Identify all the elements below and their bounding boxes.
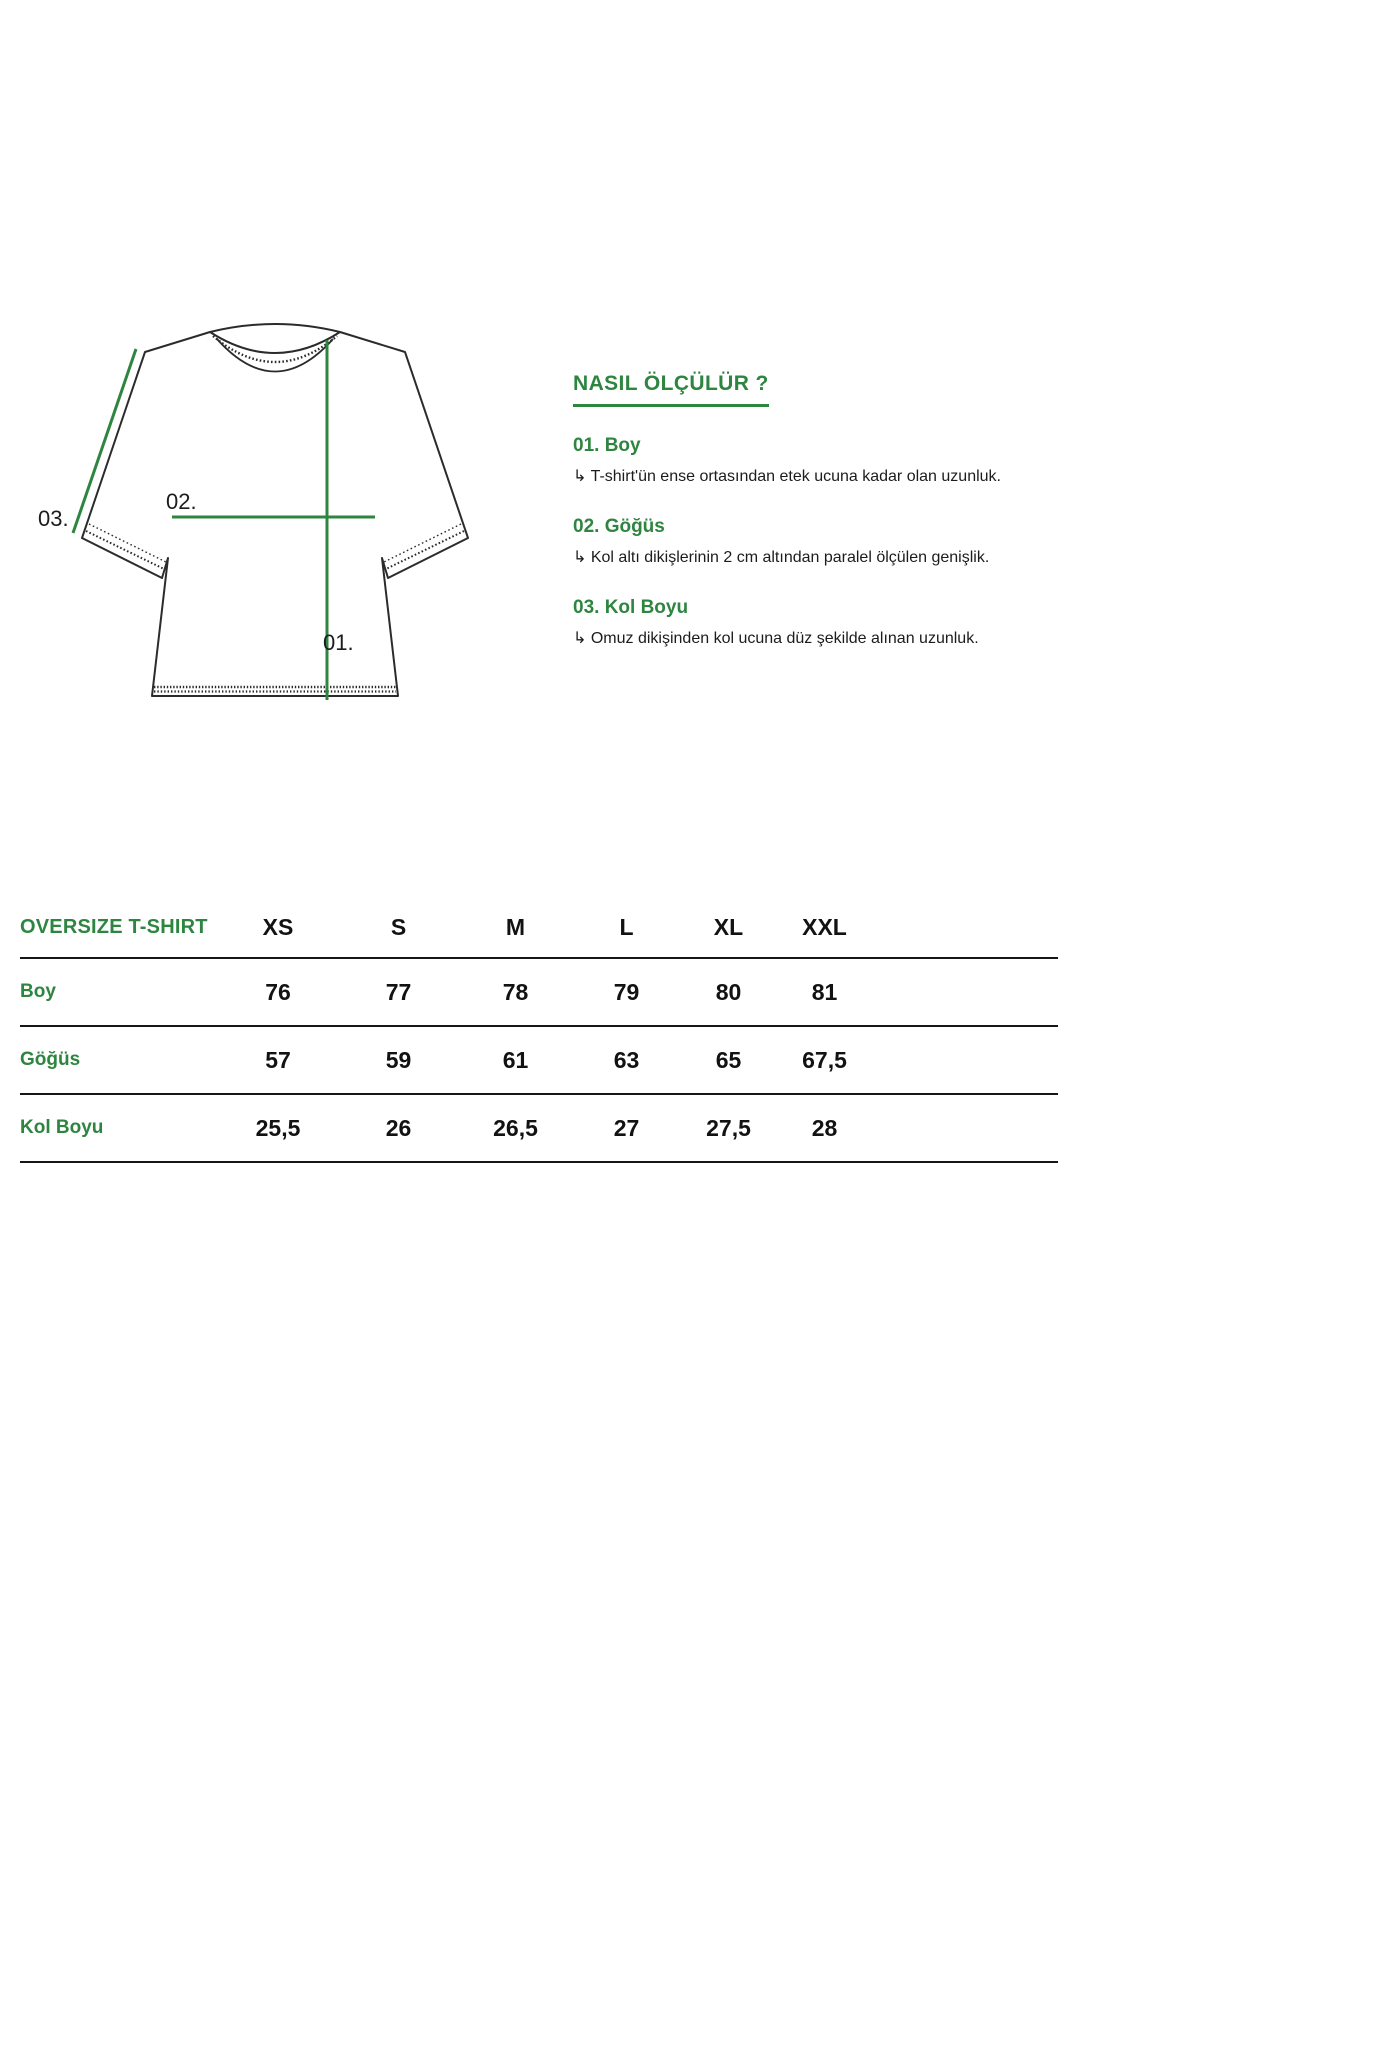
kol-boyu-xl: 27,5 [706,1114,751,1141]
table-row-gogus [20,1027,1058,1095]
tshirt-drawing-icon [50,300,520,730]
boy-l: 79 [613,978,640,1005]
measure-item-boy [573,435,1053,486]
table-row-boy [20,959,1058,1027]
size-header-s: S [390,913,407,940]
size-header-l: L [619,913,634,940]
row-label-gogus: Göğüs [20,1049,81,1070]
how-to-measure-title: NASIL ÖLÇÜLÜR ? [573,372,769,407]
kol-boyu-xxl: 28 [811,1114,838,1141]
size-header-xl: XL [713,913,744,940]
boy-xxl: 81 [811,978,838,1005]
table-row-kol-boyu [20,1095,1058,1163]
size-table-header-row [20,897,1058,959]
size-table [20,897,1058,1163]
boy-xl: 80 [715,978,742,1005]
product-name: OVERSIZE T-SHIRT [20,915,208,938]
boy-m: 78 [502,978,529,1005]
gogus-s: 59 [385,1046,412,1073]
kol-boyu-l: 27 [613,1114,640,1141]
kol-boyu-m: 26,5 [493,1114,538,1141]
size-header-m: M [505,913,526,940]
measure-item-boy-heading: 01. Boy [573,435,641,456]
gogus-l: 63 [613,1046,640,1073]
gogus-xs: 57 [265,1046,291,1073]
boy-s: 77 [385,978,412,1005]
row-label-kol-boyu: Kol Boyu [20,1117,104,1138]
measure-item-boy-description: ↳ T-shirt'ün ense ortasından etek ucuna kadar olan uzunluk. [573,468,1001,485]
measure-label-02: 02. [166,489,197,514]
measure-item-gogus [573,516,1053,567]
gogus-m: 61 [502,1046,529,1073]
measure-item-kol-boyu-heading: 03. Kol Boyu [573,597,689,619]
measure-item-kol-boyu [573,597,1053,648]
size-header-xxl: XXL [802,913,847,940]
measure-item-kol-boyu-description: ↳ Omuz dikişinden kol ucuna düz şekilde alınan uzunluk. [573,630,979,648]
tshirt-measurement-diagram [0,0,560,780]
measure-item-gogus-heading: 02. Göğüs [573,516,665,538]
kol-boyu-xs: 25,5 [255,1114,301,1141]
measure-label-03: 03. [38,506,69,531]
boy-xs: 76 [265,978,291,1005]
measure-item-gogus-description: ↳ Kol altı dikişlerinin 2 cm altından paralel ölçülen genişlik. [573,549,990,567]
measure-label-01: 01. [323,630,354,655]
size-header-xs: XS [262,913,294,940]
gogus-xl: 65 [715,1046,742,1073]
how-to-measure-section [573,372,1053,649]
gogus-xxl: 67,5 [802,1046,847,1073]
row-label-boy: Boy [20,981,56,1002]
kol-boyu-s: 26 [385,1114,412,1141]
